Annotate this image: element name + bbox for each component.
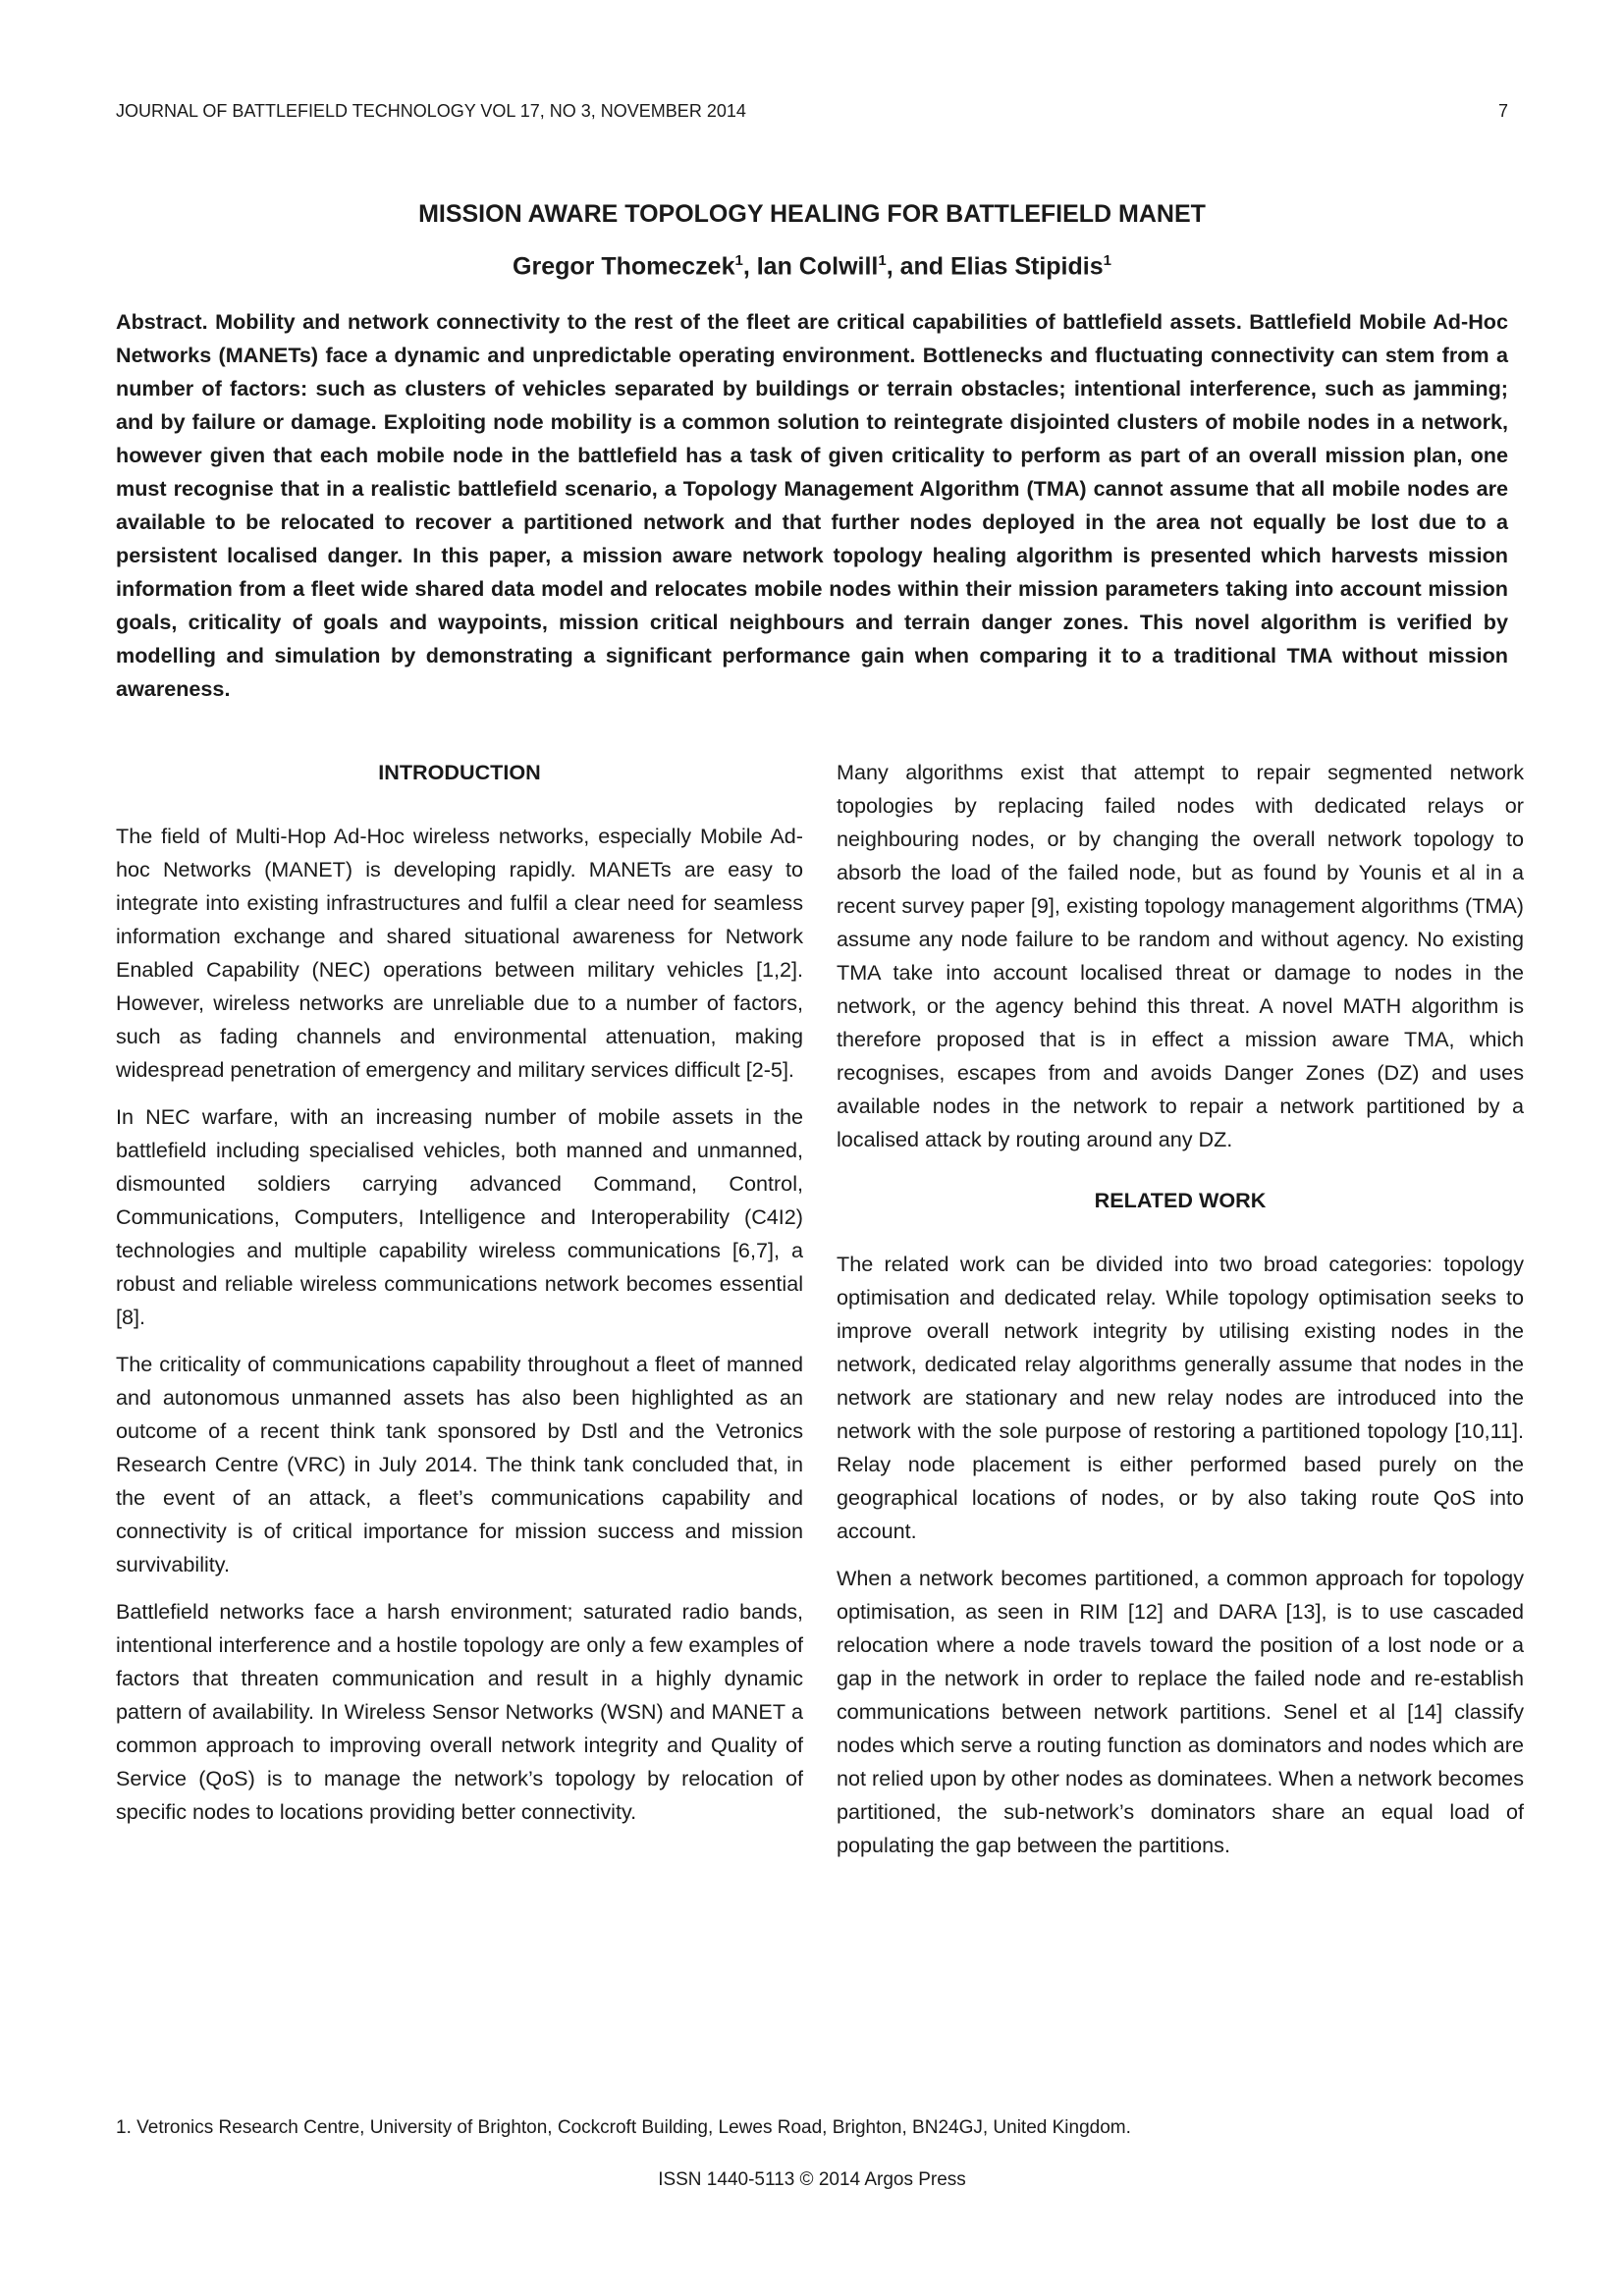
running-header [116, 101, 1508, 122]
page-number: 7 [1497, 101, 1508, 121]
issn-footer: ISSN 1440-5113 © 2014 Argos Press [658, 2169, 966, 2190]
author-name: Ian Colwill [756, 252, 879, 281]
paragraph: When a network becomes partitioned, a common approach for topology optimisation, as seen in RIM [12] and DARA [13], is to use cascaded relocation where a node travels toward the position of a lost node or a gap in the network in order to replace the failed node and re-establish communications between network partitions. Senel et al [14] classify nodes which serve a routing function as dominators and nodes which are not relied upon by other nodes as dominatees. When a network becomes partitioned, the sub-network’s dominators share an equal load of populating the gap between the partitions. [837, 1566, 1524, 1857]
paragraph: The related work can be divided into two broad categories: topology optimisation and dedicated relay. While topology optimisation seeks to improve overall network integrity by utilising existing nodes in the network, dedicated relay algorithms generally assume that nodes in the network are stationary and new relay nodes are introduced into the network with the sole purpose of restoring a partitioned topology [10,11]. Relay node placement is either performed based purely on the geographical locations of nodes, or by also taking route QoS into account. [837, 1252, 1524, 1543]
paragraph: In NEC warfare, with an increasing number of mobile assets in the battlefield including specialised vehicles, both manned and unmanned, dismounted soldiers carrying advanced Command, Control, Communications, Computers, Intelligence and Interoperability (C4I2) technologies and multiple capability wireless communications [6,7], a robust and reliable wireless communications network becomes essential [8]. [116, 1104, 803, 1329]
author-affiliation-mark: 1 [878, 252, 887, 269]
paragraph: The field of Multi-Hop Ad-Hoc wireless networks, especially Mobile Ad-hoc Networks (MANET) is developing rapidly. MANETs are easy to integrate into existing infrastructures and fulfil a clear need for seamless information exchange and shared situational awareness for Network Enabled Capability (NEC) operations between military vehicles [1,2]. However, wireless networks are unreliable due to a number of factors, such as fading channels and environmental attenuation, making widespread penetration of emergency and military services difficult [2-5]. [116, 824, 803, 1082]
journal-name: JOURNAL OF BATTLEFIELD TECHNOLOGY VOL 17, NO 3, NOVEMBER 2014 [116, 101, 746, 121]
right-column [837, 756, 1524, 1876]
section-heading-related-work: RELATED WORK [1094, 1188, 1267, 1212]
author-name: Gregor Thomeczek [513, 252, 735, 281]
author-list [0, 252, 1624, 281]
paper-title: MISSION AWARE TOPOLOGY HEALING FOR BATTLEFIELD MANET [418, 200, 1206, 228]
author-affiliation-mark: 1 [1103, 252, 1111, 269]
left-column [116, 756, 803, 1842]
author-affiliation-mark: 1 [734, 252, 743, 269]
author-separator: , [742, 252, 757, 281]
paragraph: The criticality of communications capability throughout a fleet of manned and autonomous unmanned assets has also been highlighted as an outcome of a recent think tank sponsored by Dstl and the Vetronics Research Centre (VRC) in July 2014. The think tank concluded that, in the event of an attack, a fleet’s communications capability and connectivity is of critical importance for mission success and mission survivability. [116, 1352, 803, 1576]
paragraph: Many algorithms exist that attempt to repair segmented network topologies by replacing failed nodes with dedicated relays or neighbouring nodes, or by changing the overall network topology to absorb the load of the failed node, but as found by Younis et al in a recent survey paper [9], existing topology management algorithms (TMA) assume any node failure to be random and without agency. No existing TMA take into account localised threat or damage to nodes in the network, or the agency behind this threat. A novel MATH algorithm is therefore proposed that is in effect a mission aware TMA, which recognises, escapes from and avoids Danger Zones (DZ) and uses available nodes in the network to repair a network partitioned by a localised attack by routing around any DZ. [837, 760, 1524, 1151]
affiliation-footnote: 1. Vetronics Research Centre, University of Brighton, Cockcroft Building, Lewes Road, Brighton, BN24GJ, United Kingdom. [116, 2117, 1131, 2138]
section-heading-introduction: INTRODUCTION [378, 760, 541, 784]
author-name: Elias Stipidis [950, 252, 1104, 281]
paragraph: Battlefield networks face a harsh environment; saturated radio bands, intentional interference and a hostile topology are only a few examples of factors that threaten communication and result in a highly dynamic pattern of availability. In Wireless Sensor Networks (WSN) and MANET a common approach to improving overall network integrity and Quality of Service (QoS) is to manage the network’s topology by relocation of specific nodes to locations providing better connectivity. [116, 1599, 803, 1824]
abstract: Abstract. Mobility and network connectivity to the rest of the fleet are critical capabilities of battlefield assets. Battlefield Mobile Ad-Hoc Networks (MANETs) face a dynamic and unpredictable operating environment. Bottlenecks and fluctuating connectivity can stem from a number of factors: such as clusters of vehicles separated by buildings or terrain obstacles; intentional interference, such as jamming; and by failure or damage. Exploiting node mobility is a common solution to reintegrate disjointed clusters of mobile nodes in a network, however given that each mobile node in the battlefield has a task of given criticality to perform as part of an overall mission plan, one must recognise that in a realistic battlefield scenario, a Topology Management Algorithm (TMA) cannot assume that all mobile nodes are available to be relocated to recover a partitioned network and that further nodes deployed in the area not equally be lost due to a persistent localised danger. In this paper, a mission aware network topology healing algorithm is presented which harvests mission information from a fleet wide shared data model and relocates mobile nodes within their mission parameters taking into account mission goals, criticality of goals and waypoints, mission critical neighbours and terrain danger zones. This novel algorithm is verified by modelling and simulation by demonstrating a significant performance gain when comparing it to a traditional TMA without mission awareness. [116, 309, 1508, 701]
author-separator: , and [886, 252, 950, 281]
